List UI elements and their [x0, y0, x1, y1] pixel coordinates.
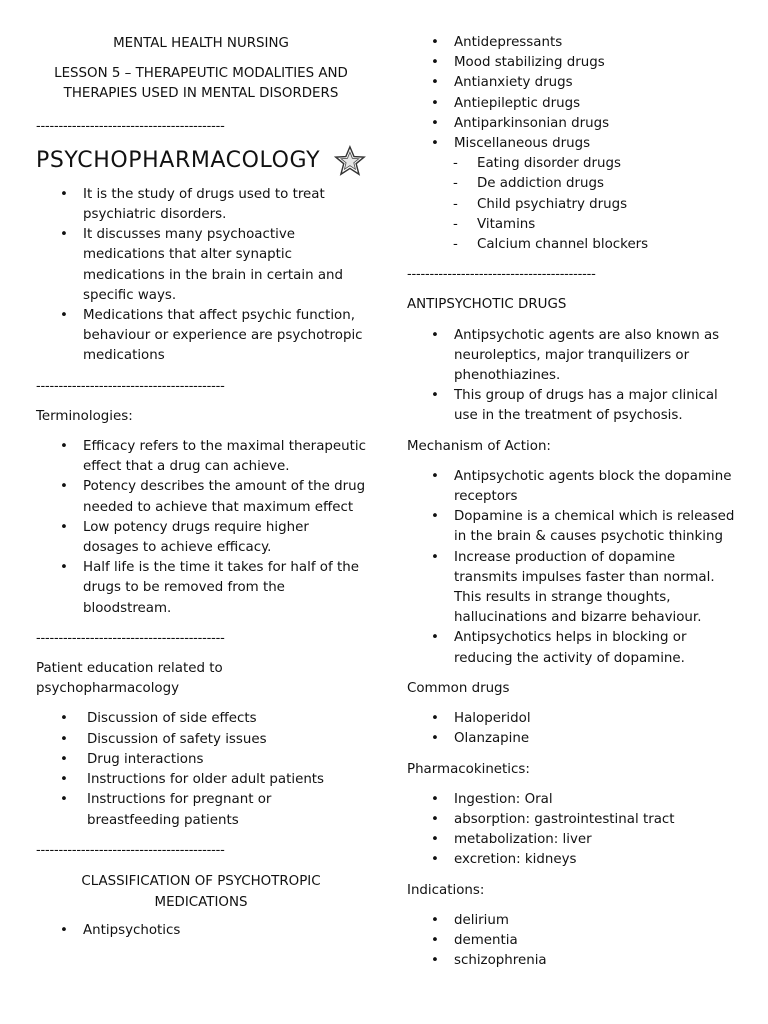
- list-item: • Antiepileptic drugs: [407, 94, 737, 114]
- list-item: • delirium: [407, 911, 737, 931]
- list-item: • Ingestion: Oral: [407, 790, 737, 810]
- section-heading: [36, 143, 366, 179]
- list-item: • Half life is the time it takes for half of the drugs to be removed from the bloodstream.: [36, 558, 366, 619]
- list-item: • Mood stabilizing drugs: [407, 53, 737, 73]
- list-item: • Antipsychotics helps in blocking or reducing the activity of dopamine.: [407, 628, 737, 668]
- list-item: - Calcium channel blockers: [407, 235, 737, 255]
- pharmacokinetics-list: [407, 790, 737, 871]
- terminologies-list: [36, 437, 366, 619]
- divider: ------------------------------------------: [407, 267, 596, 283]
- lesson-title: LESSON 5 – THERAPEUTIC MODALITIES AND THERAPIES USED IN MENTAL DISORDERS: [54, 66, 348, 102]
- star-icon: [334, 143, 366, 179]
- divider: ------------------------------------------: [36, 378, 225, 394]
- divider: ------------------------------------------: [36, 118, 225, 134]
- list-item: • metabolization: liver: [407, 830, 737, 850]
- divider: ------------------------------------------: [36, 630, 225, 646]
- list-item: • Antidepressants: [407, 33, 737, 53]
- list-item: • schizophrenia: [407, 951, 737, 971]
- list-item: - Eating disorder drugs: [407, 154, 737, 174]
- common-drugs-title: Common drugs: [407, 680, 510, 696]
- list-item: • Antiparkinsonian drugs: [407, 114, 737, 134]
- classification-list: [36, 921, 366, 941]
- right-column: [407, 0, 737, 971]
- indications-title: Indications:: [407, 882, 485, 898]
- list-item: - De addiction drugs: [407, 174, 737, 194]
- indications-list: [407, 911, 737, 972]
- list-item: • Antipsychotic agents are also known as neuroleptics, major tranquilizers or phenothiazines.: [407, 326, 737, 387]
- mechanism-list: [407, 467, 737, 669]
- list-item: • Antianxiety drugs: [407, 73, 737, 93]
- education-title: Patient education related to psychopharmacology: [36, 661, 223, 697]
- course-title: MENTAL HEALTH NURSING: [113, 36, 289, 51]
- mechanism-title: Mechanism of Action:: [407, 438, 551, 454]
- list-item: • excretion: kidneys: [407, 850, 737, 870]
- list-item: - Vitamins: [407, 215, 737, 235]
- classification-title: CLASSIFICATION OF PSYCHOTROPIC MEDICATIONS: [81, 873, 321, 910]
- list-item: • Medications that affect psychic function, behaviour or experience are psychotropic medications: [36, 306, 366, 367]
- list-item: • Drug interactions: [36, 750, 366, 770]
- list-item: • Miscellaneous drugs: [407, 134, 737, 154]
- list-item: • Efficacy refers to the maximal therapeutic effect that a drug can achieve.: [36, 437, 366, 477]
- list-item: • Discussion of side effects: [36, 709, 366, 729]
- common-drugs-list: [407, 709, 737, 749]
- list-item: • It discusses many psychoactive medications that alter synaptic medications in the brain in certain and specific ways.: [36, 225, 366, 306]
- list-item: • Haloperidol: [407, 709, 737, 729]
- pharmacokinetics-title: Pharmacokinetics:: [407, 761, 530, 777]
- education-list: [36, 709, 366, 830]
- heading-text: PSYCHOPHARMACOLOGY: [36, 147, 321, 173]
- list-item: • This group of drugs has a major clinical use in the treatment of psychosis.: [407, 386, 737, 426]
- intro-list: [36, 185, 366, 367]
- divider: ------------------------------------------: [36, 842, 225, 858]
- misc-list: [407, 154, 737, 255]
- list-item: • Dopamine is a chemical which is released in the brain & causes psychotic thinking: [407, 507, 737, 547]
- list-item: • Discussion of safety issues: [36, 730, 366, 750]
- antipsychotic-list: [407, 326, 737, 427]
- list-item: • Instructions for older adult patients: [36, 770, 366, 790]
- list-item: • Olanzapine: [407, 729, 737, 749]
- classes-list: [407, 33, 737, 154]
- left-column: [36, 0, 366, 941]
- list-item: • Antipsychotic agents block the dopamine receptors: [407, 467, 737, 507]
- list-item: • Low potency drugs require higher dosages to achieve efficacy.: [36, 518, 366, 558]
- list-item: • Instructions for pregnant or breastfeeding patients: [36, 790, 366, 830]
- list-item: • dementia: [407, 931, 737, 951]
- terminologies-title: Terminologies:: [36, 408, 133, 424]
- list-item: • Antipsychotics: [36, 921, 366, 941]
- list-item: - Child psychiatry drugs: [407, 195, 737, 215]
- antipsychotic-title: ANTIPSYCHOTIC DRUGS: [407, 297, 567, 313]
- list-item: • Increase production of dopamine transmits impulses faster than normal. This results in strange thoughts, hallucinations and bizarre behaviour.: [407, 548, 737, 629]
- list-item: • It is the study of drugs used to treat psychiatric disorders.: [36, 185, 366, 225]
- list-item: • absorption: gastrointestinal tract: [407, 810, 737, 830]
- list-item: • Potency describes the amount of the drug needed to achieve that maximum effect: [36, 477, 366, 517]
